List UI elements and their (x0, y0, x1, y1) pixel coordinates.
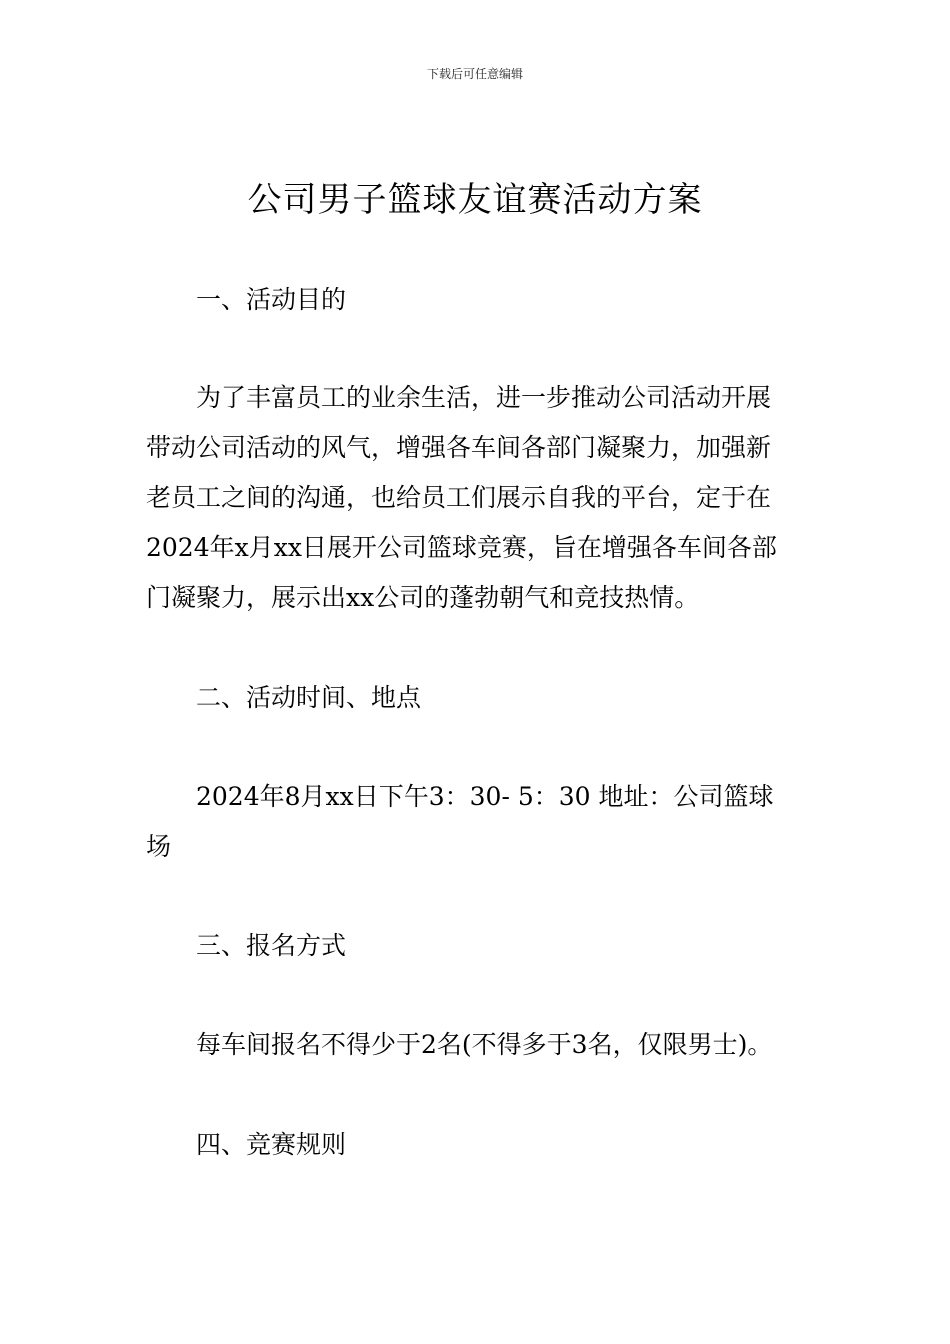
paragraph-line: 带动公司活动的风气，增强各车间各部门凝聚力，加强新 (146, 433, 772, 462)
section-heading-purpose: 一、活动目的 (196, 285, 347, 314)
paragraph-line: 场 (146, 832, 172, 861)
header-note: 下载后可任意编辑 (426, 67, 523, 81)
document-title: 公司男子篮球友谊赛活动方案 (247, 180, 703, 220)
section-body-time-place (146, 772, 806, 872)
section-heading-time-place: 二、活动时间、地点 (196, 683, 422, 712)
paragraph-line: 老员工之间的沟通，也给员工们展示自我的平台，定于在 (146, 483, 772, 512)
paragraph-line: 2024年8月xx日下午3：30- 5：30 地址：公司篮球 (196, 782, 774, 811)
paragraph-line: 为了丰富员工的业余生活，进一步推动公司活动开展 (196, 383, 772, 412)
section-body-registration (146, 1020, 806, 1070)
paragraph-line: 门凝聚力，展示出xx公司的蓬勃朝气和竞技热情。 (146, 583, 700, 612)
paragraph-line: 每车间报名不得少于2名(不得多于3名，仅限男士)。 (196, 1030, 773, 1059)
paragraph-line: 2024年x月xx日展开公司篮球竞赛，旨在增强各车间各部 (146, 533, 777, 562)
section-heading-rules: 四、竞赛规则 (196, 1130, 347, 1159)
section-body-purpose (146, 373, 806, 623)
section-heading-registration: 三、报名方式 (196, 931, 347, 960)
